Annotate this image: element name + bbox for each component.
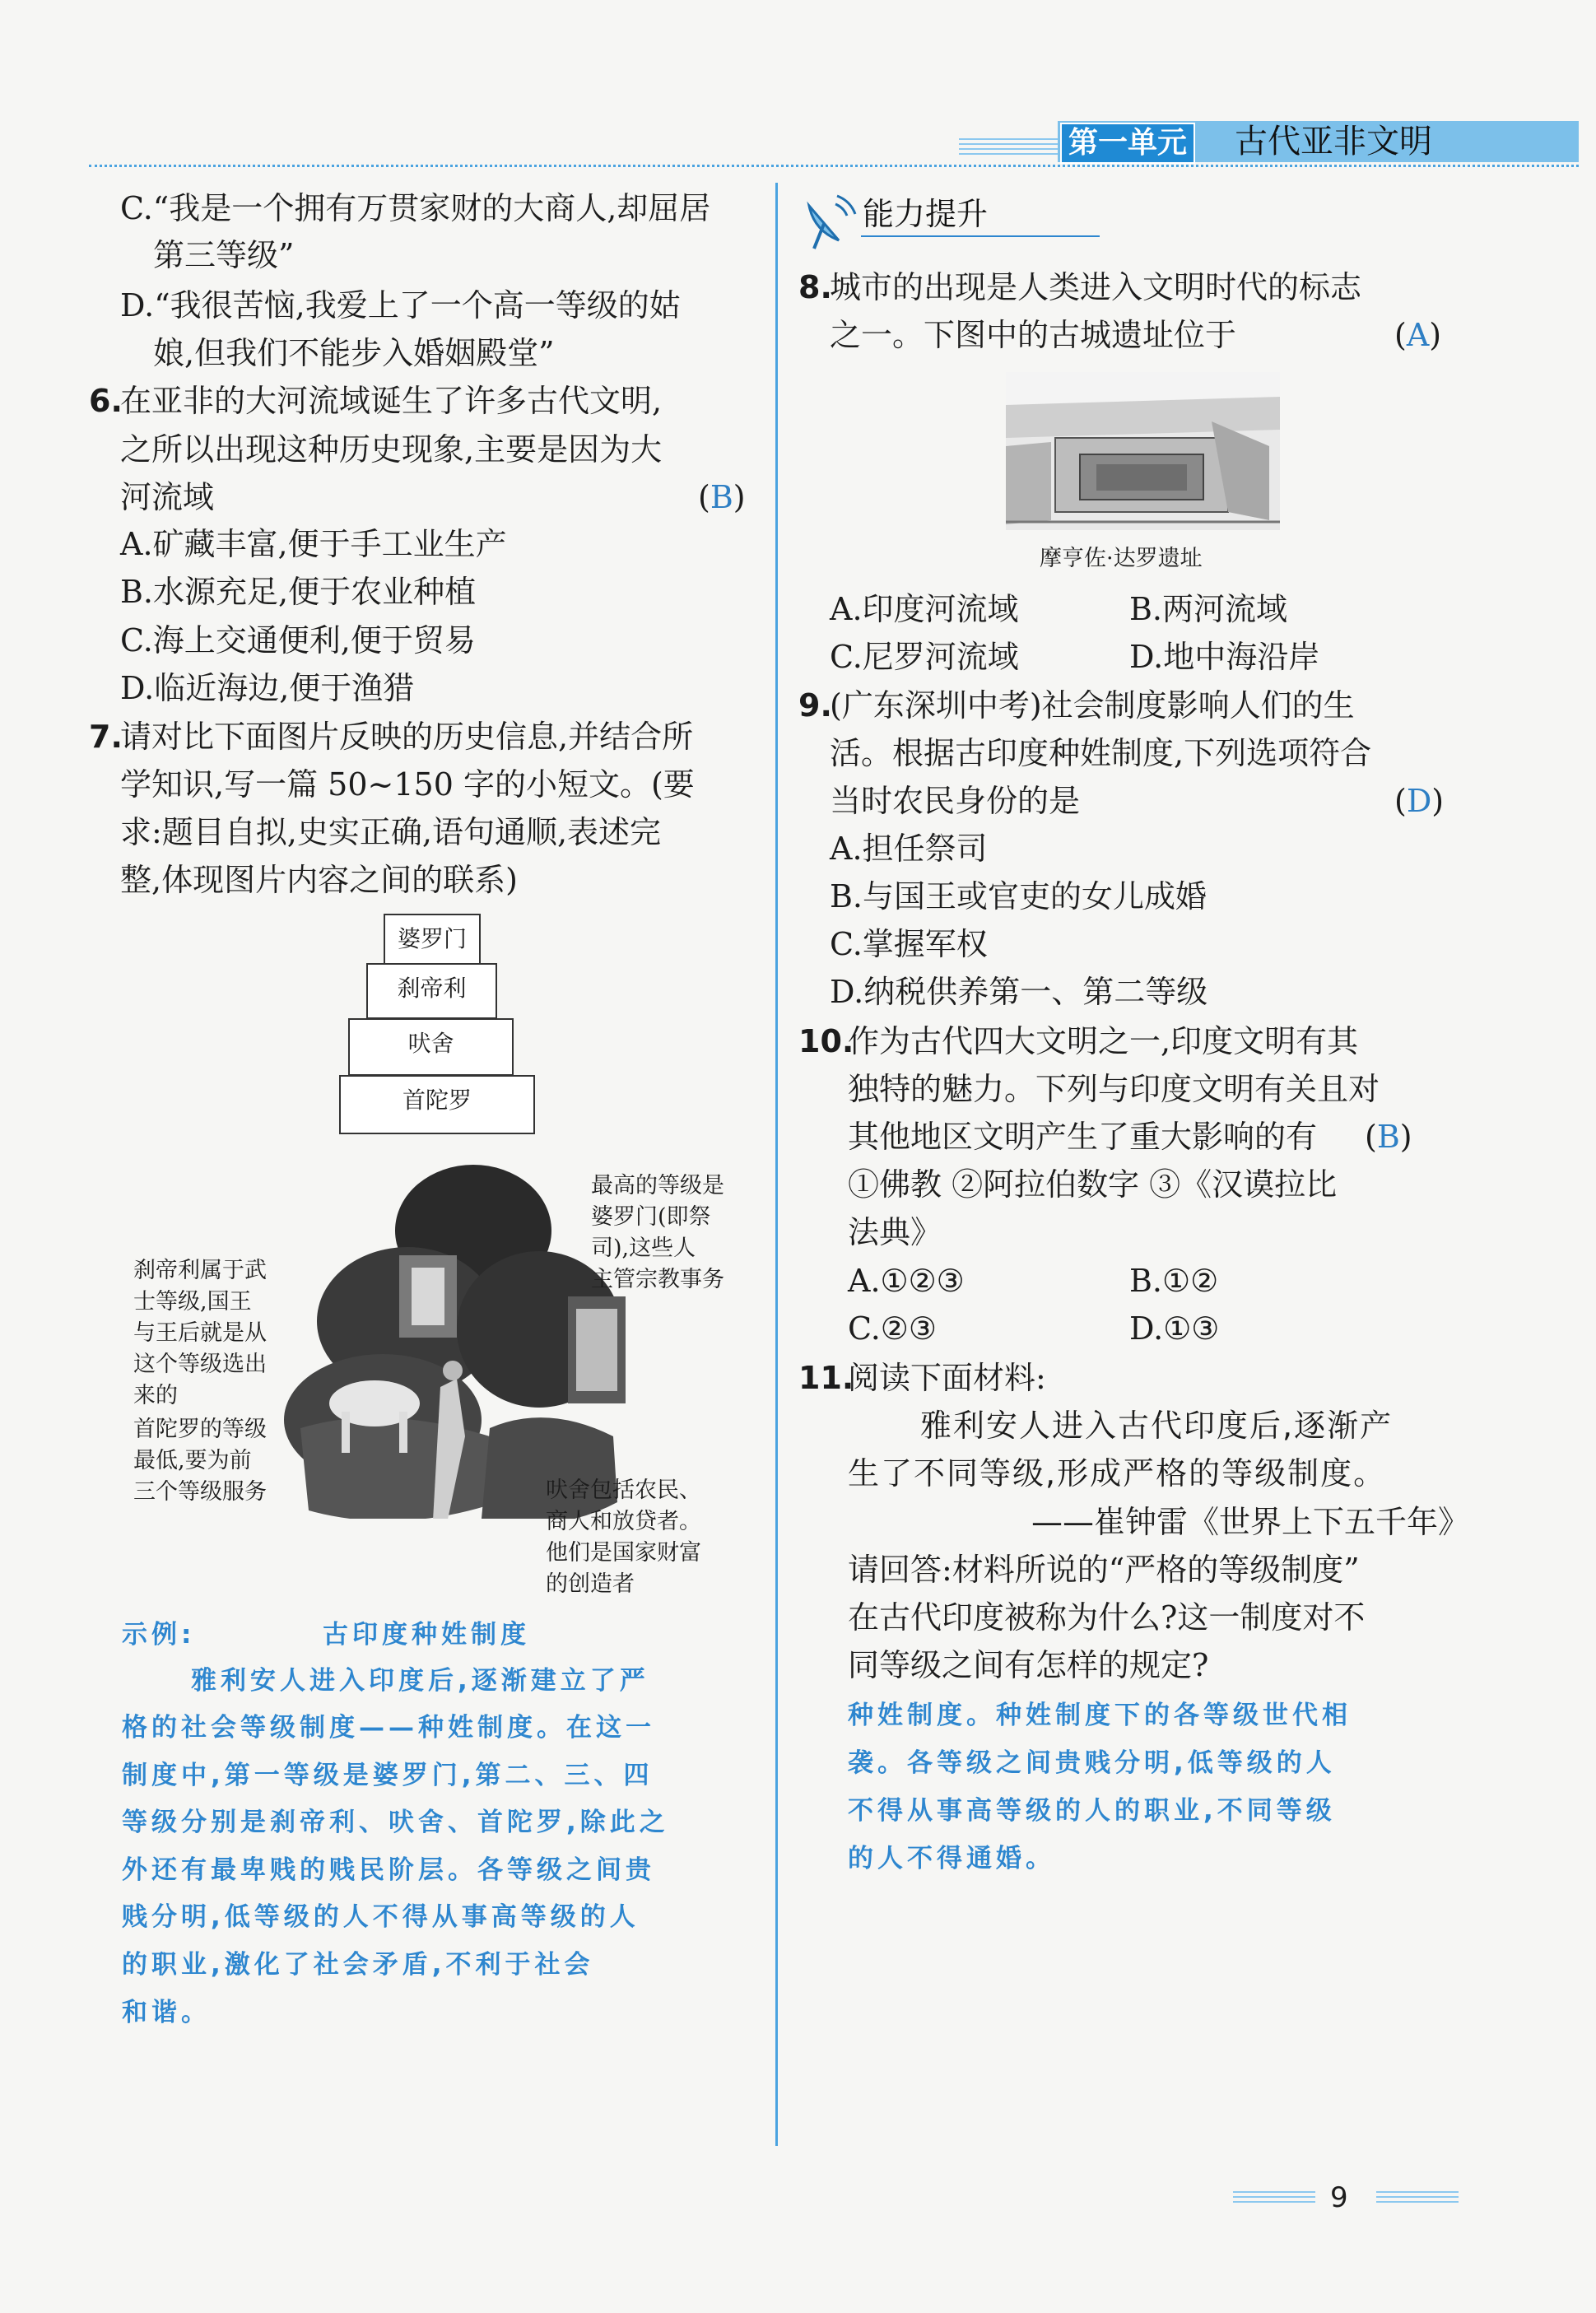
q8-option-c: C.尼罗河流域 — [830, 639, 1019, 675]
q8-stem-line2: 之一。下图中的古城遗址位于 — [830, 317, 1237, 353]
q11-answer-line: 袭。各等级之间贵贱分明,低等级的人 — [848, 1748, 1336, 1778]
satellite-dish-icon — [803, 191, 860, 250]
example-line: 贱分明,低等级的人不得从事高等级的人 — [122, 1902, 640, 1932]
q8-image-caption: 摩亨佐·达罗遗址 — [1040, 546, 1203, 571]
q7-stem-line4: 整,体现图片内容之间的联系) — [120, 862, 518, 898]
example-line: 雅利安人进入印度后,逐渐建立了严 — [191, 1666, 649, 1696]
q5-option-d-line2: 娘,但我们不能步入婚姻殿堂” — [153, 335, 555, 371]
q10-option-a: A.①②③ — [848, 1263, 965, 1299]
page-number: 9 — [1330, 2181, 1348, 2214]
section-title: 能力提升 — [863, 196, 989, 232]
q8-option-d: D.地中海沿岸 — [1129, 639, 1320, 675]
pyramid-level-brahmin: 婆罗门 — [384, 914, 481, 965]
q10-answer-letter: B — [1376, 1119, 1400, 1155]
caption-brahmin-line: 最高的等级是 — [591, 1173, 724, 1198]
caption-kshatriya-line: 这个等级选出 — [133, 1352, 267, 1377]
caption-brahmin-line: 婆罗门(即祭 — [591, 1204, 711, 1230]
q10-option-b: B.①② — [1129, 1263, 1219, 1299]
column-divider — [775, 183, 778, 2146]
mohenjo-daro-photo — [1006, 372, 1280, 530]
q10-stem-line3: 其他地区文明产生了重大影响的有 — [848, 1119, 1318, 1155]
header-dotted-rule — [89, 165, 1579, 167]
footer-rule-right — [1376, 2191, 1459, 2204]
q11-answer-line: 不得从事高等级的人的职业,不同等级 — [848, 1796, 1336, 1826]
q6-option-d: D.临近海边,便于渔猎 — [120, 670, 415, 706]
q9-stem-line1: (广东深圳中考)社会制度影响人们的生 — [830, 687, 1355, 724]
footer-rule-left — [1233, 2191, 1315, 2204]
q11-source: ——崔钟雷《世界上下五千年》 — [1031, 1504, 1470, 1540]
caption-vaishya — [546, 1475, 701, 1600]
pyramid-level-kshatriya: 刹帝利 — [366, 963, 497, 1019]
example-line: 制度中,第一等级是婆罗门,第二、三、四 — [122, 1761, 654, 1790]
q9-answer: (D) — [1394, 783, 1445, 819]
caption-vaishya-line: 商人和放贷者。 — [546, 1509, 701, 1534]
q7-stem-line1: 请对比下面图片反映的历史信息,并结合所 — [120, 719, 694, 755]
q9-option-d: D.纳税供养第一、第二等级 — [830, 974, 1208, 1010]
example-line: 的职业,激化了社会矛盾,不利于社会 — [122, 1950, 594, 1980]
q9-answer-letter: D — [1406, 783, 1432, 819]
q6-stem-line1: 在亚非的大河流域诞生了许多古代文明, — [120, 383, 663, 419]
q9-option-b: B.与国王或官吏的女儿成婚 — [830, 878, 1207, 914]
pyramid-level-vaishya: 吠舍 — [348, 1018, 514, 1076]
q11-answer-line: 种姓制度。种姓制度下的各等级世代相 — [848, 1701, 1352, 1730]
unit-prefix: 第一单元 — [1060, 123, 1195, 164]
caption-brahmin — [591, 1170, 724, 1296]
q6-option-c: C.海上交通便利,便于贸易 — [120, 622, 476, 659]
unit-title: 古代亚非文明 — [1235, 123, 1432, 161]
example-line: 格的社会等级制度——种姓制度。在这一 — [122, 1713, 655, 1743]
example-title: 古印度种姓制度 — [323, 1620, 530, 1650]
q11-answer-line: 的人不得通婚。 — [848, 1844, 1055, 1873]
caption-vaishya-line: 他们是国家财富 — [546, 1540, 701, 1566]
q9-option-a: A.担任祭司 — [830, 831, 988, 867]
q9-option-c: C.掌握军权 — [830, 926, 988, 962]
q11-material-line1: 雅利安人进入古代印度后,逐渐产 — [920, 1408, 1394, 1444]
q9-stem-line3: 当时农民身份的是 — [830, 783, 1081, 819]
q6-option-a: A.矿藏丰富,便于手工业生产 — [120, 526, 507, 562]
caption-kshatriya-line: 刹帝利属于武 — [133, 1258, 267, 1283]
q5-option-d-line1: D.“我很苦恼,我爱上了一个高一等级的姑 — [120, 287, 681, 323]
q5-option-c-line1: C.“我是一个拥有万贯家财的大商人,却屈居 — [120, 190, 711, 226]
q6-option-b: B.水源充足,便于农业种植 — [120, 574, 477, 610]
example-line: 外还有最卑贱的贱民阶层。各等级之间贵 — [122, 1855, 655, 1885]
caption-vaishya-line: 的创造者 — [546, 1571, 635, 1597]
q8-number: 8. — [798, 269, 832, 305]
q6-stem-line2: 之所以出现这种历史现象,主要是因为大 — [120, 431, 663, 468]
example-label: 示例: — [122, 1620, 196, 1650]
caption-vaishya-line: 吠舍包括农民、 — [546, 1478, 701, 1503]
q10-stem-line2: 独特的魅力。下列与印度文明有关且对 — [848, 1071, 1380, 1107]
q9-number: 9. — [798, 687, 832, 724]
q6-answer-letter: B — [710, 479, 733, 515]
caption-shudra-line: 三个等级服务 — [133, 1479, 267, 1505]
q11-number: 11. — [798, 1360, 854, 1396]
section-title-underline — [861, 235, 1100, 237]
caption-kshatriya — [133, 1255, 267, 1412]
q11-stem: 阅读下面材料: — [848, 1360, 1046, 1396]
example-line: 和谐。 — [122, 1998, 211, 2027]
q7-number: 7. — [89, 719, 123, 755]
caption-kshatriya-line: 士等级,国王 — [133, 1289, 252, 1315]
q7-stem-line3: 求:题目自拟,史实正确,语句通顺,表述完 — [120, 814, 662, 850]
q10-answer: (B) — [1365, 1119, 1412, 1155]
caption-kshatriya-line: 来的 — [133, 1383, 178, 1408]
q8-option-a: A.印度河流域 — [830, 591, 1019, 627]
q5-option-c-line2: 第三等级” — [153, 237, 295, 273]
q10-items-line1: ①佛教 ②阿拉伯数字 ③《汉谟拉比 — [848, 1166, 1338, 1203]
q8-option-b: B.两河流域 — [1129, 591, 1288, 627]
pyramid-level-shudra: 首陀罗 — [339, 1075, 535, 1134]
q10-stem-line1: 作为古代四大文明之一,印度文明有其 — [848, 1023, 1359, 1059]
q8-stem-line1: 城市的出现是人类进入文明时代的标志 — [830, 269, 1362, 305]
q8-answer: (A) — [1394, 317, 1442, 353]
q10-option-c: C.②③ — [848, 1310, 937, 1347]
caption-shudra-line: 首陀罗的等级 — [133, 1417, 267, 1442]
q6-answer: (B) — [698, 479, 746, 515]
caption-brahmin-line: 主管宗教事务 — [591, 1267, 724, 1292]
header-stripes — [959, 138, 1058, 158]
q9-stem-line2: 活。根据古印度种姓制度,下列选项符合 — [830, 735, 1372, 771]
q11-question-line3: 同等级之间有怎样的规定? — [848, 1647, 1209, 1683]
example-line: 等级分别是刹帝利、吠舍、首陀罗,除此之 — [122, 1808, 669, 1837]
caption-shudra-line: 最低,要为前 — [133, 1448, 252, 1473]
q10-items-line2: 法典》 — [848, 1214, 942, 1250]
q10-option-d: D.①③ — [1129, 1310, 1220, 1347]
q6-stem-line3: 河流域 — [120, 479, 215, 515]
caption-brahmin-line: 司),这些人 — [591, 1236, 696, 1261]
q11-question-line2: 在古代印度被称为什么?这一制度对不 — [848, 1599, 1366, 1636]
q7-stem-line2: 学知识,写一篇 50~150 字的小短文。(要 — [120, 766, 695, 803]
q10-number: 10. — [798, 1023, 854, 1059]
q8-answer-letter: A — [1406, 317, 1430, 353]
caption-kshatriya-line: 与王后就是从 — [133, 1320, 267, 1346]
q6-number: 6. — [89, 383, 123, 419]
caption-shudra — [133, 1414, 267, 1508]
q11-material-line2: 生了不同等级,形成严格的等级制度。 — [848, 1455, 1387, 1492]
q11-question-line1: 请回答:材料所说的“严格的等级制度” — [848, 1552, 1360, 1588]
